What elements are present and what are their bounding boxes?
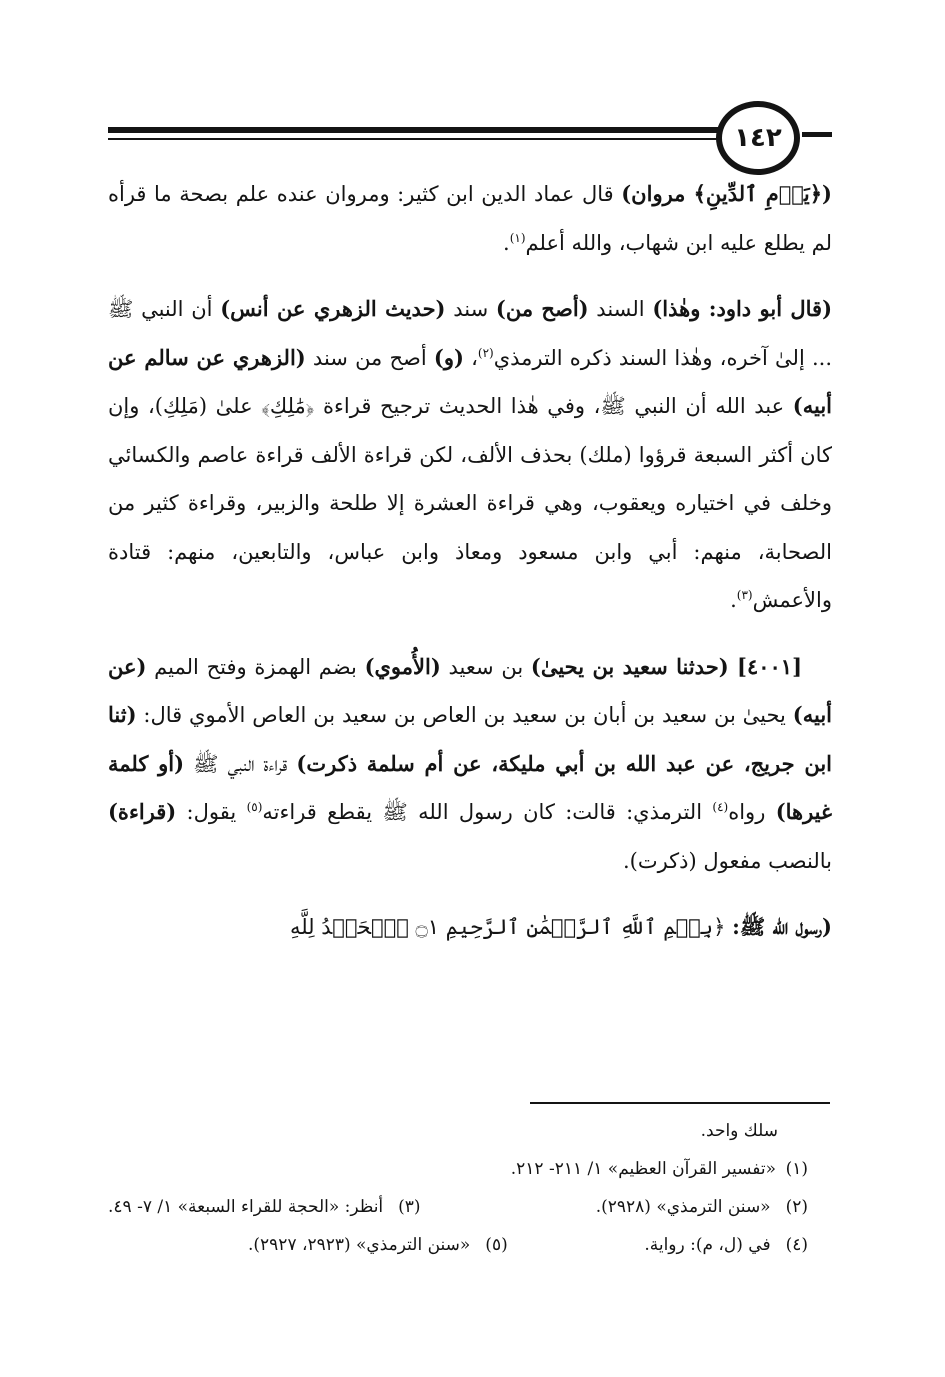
text-run: .	[503, 230, 510, 255]
header-rule-right	[802, 132, 832, 137]
text-run: أن النبي ﷺ ... إلىٰ آخره، وهٰذا السند ذكره الترمذي	[108, 297, 832, 370]
page-number-badge	[716, 101, 800, 175]
footnote-ref-2[interactable]: (٢)	[477, 345, 494, 360]
text-run: قراءة النبي ﷺ	[184, 751, 297, 776]
footnote-5	[248, 1226, 508, 1264]
text-run: يقول:	[176, 800, 247, 824]
footnote-number: (٢)	[785, 1197, 808, 1217]
paragraph-1	[108, 170, 832, 267]
footnote-separator	[530, 1102, 830, 1104]
text-run: السند	[588, 297, 653, 321]
text-run: رواه	[728, 800, 776, 824]
page-number: ١٤٢	[734, 123, 782, 153]
footnote-2	[596, 1188, 808, 1226]
footnote-number: (١)	[785, 1159, 808, 1179]
text-run: قال عماد الدين ابن كثير: ومروان عنده علم بصحة ما قرأه لم يطلع عليه ابن شهاب، والله أعلم	[108, 182, 832, 255]
bold-quote: (رسول الله ﷺ:	[732, 914, 832, 939]
footnote-number: (٤)	[785, 1235, 808, 1255]
footnote-row	[248, 1226, 808, 1264]
header-rule-thin	[108, 138, 718, 140]
bold-quote: (حدثنا سعيد بن يحيىٰ)	[530, 653, 729, 679]
text-run: يحيىٰ بن سعيد بن أبان بن سعيد بن العاص بن سعيد بن العاص الأموي قال:	[136, 703, 793, 727]
bold-quote: (عن أبيه)	[108, 653, 832, 727]
text-run: بن سعيد	[440, 654, 531, 679]
text-run: سند	[445, 297, 496, 321]
footnote-row	[108, 1188, 808, 1226]
bold-quote: (أو كلمة غيرها)	[108, 750, 833, 824]
text-run: أصح من سند	[305, 345, 434, 370]
footnote-3	[108, 1188, 421, 1226]
bold-quote: (الزهري عن سالم عن أبيه)	[108, 344, 832, 418]
bold-quote: (﴿يَوۡمِ ٱلدِّينِ﴾ مروان)	[621, 181, 832, 206]
text-run: ،	[463, 345, 478, 370]
text-run: .	[730, 588, 737, 612]
text-run: الترمذي: قالت: كان رسول الله ﷺ يقطع قراءته	[262, 800, 713, 824]
footnote-text: «سنن الترمذي» (٢٩٢٣، ٢٩٢٧).	[248, 1235, 471, 1255]
footnote-number: (٣)	[398, 1197, 421, 1217]
footnote-text: سلك واحد.	[700, 1121, 778, 1141]
footnote-text: «سنن الترمذي» (٢٩٢٨).	[595, 1197, 771, 1217]
text-run: بالنصب مفعول (ذكرت).	[622, 848, 832, 873]
paragraph-4	[108, 903, 832, 952]
footnote-continuation	[108, 1112, 808, 1150]
footnote-ref-3[interactable]: (٣)	[736, 588, 753, 602]
bold-quote: (الأُموي)	[364, 653, 441, 679]
footnote-4	[644, 1226, 808, 1264]
text-run: بضم الهمزة وفتح الميم	[146, 654, 365, 679]
footnote-ref-4[interactable]: (٤)	[712, 800, 729, 814]
header-rule-thick	[108, 127, 718, 133]
bold-quote: (قال أبو داود: وهٰذا)	[652, 296, 833, 321]
main-text	[108, 170, 832, 952]
quran-text: ﴿بِسۡمِ ٱللَّهِ ٱلرَّحۡمَٰنِ ٱلرَّحِيمِ ۝١ ٱلۡحَمۡدُ لِلَّهِ	[289, 915, 733, 939]
bold-quote: (و)	[433, 344, 464, 370]
bold-quote: (قراءة)	[108, 799, 177, 824]
paragraph-2	[108, 285, 832, 625]
text-run: عبد الله أن النبي ﷺ، وفي هٰذا الحديث ترجيح قراءة ﴿مَٰلِكِ﴾ علىٰ (مَلِكِ)، وإن كان أكثر السبعة قرؤوا (ملك) بحذف الألف، لكن قراءة الألف قراءة عاصم والكسائي وخلف في اختياره ويعقوب، وهي قراءة العشرة إلا طلحة والزبير، وقراءة كثير من الصحابة، منهم: أبي وابن مسعود ومعاذ وابن عباس، والتابعين، منهم: قتادة والأعمش	[108, 394, 832, 612]
paragraph-3	[108, 643, 832, 886]
footnote-text: أنظر: «الحجة للقراء السبعة» ١/ ٧- ٤٩.	[108, 1197, 384, 1217]
footnote-1	[108, 1150, 808, 1188]
footnote-text: في (ل، م): رواية.	[644, 1235, 771, 1255]
footnote-ref-5[interactable]: (٥)	[246, 800, 263, 814]
footnote-ref-1[interactable]: (١)	[509, 230, 526, 245]
footnote-number: (٥)	[485, 1235, 508, 1255]
bold-quote: (أصح من)	[495, 296, 589, 321]
bold-quote: (ثنا ابن جريج، عن عبد الله بن أبي مليكة، عن أم سلمة ذكرت)	[108, 702, 832, 776]
hadith-number: [٤٠٠١]	[728, 653, 803, 679]
footnotes	[108, 1112, 808, 1264]
footnote-text: «تفسير القرآن العظيم» ١/ ٢١١- ٢١٢.	[510, 1159, 776, 1179]
bold-quote: (حديث الزهري عن أنس)	[220, 296, 446, 321]
